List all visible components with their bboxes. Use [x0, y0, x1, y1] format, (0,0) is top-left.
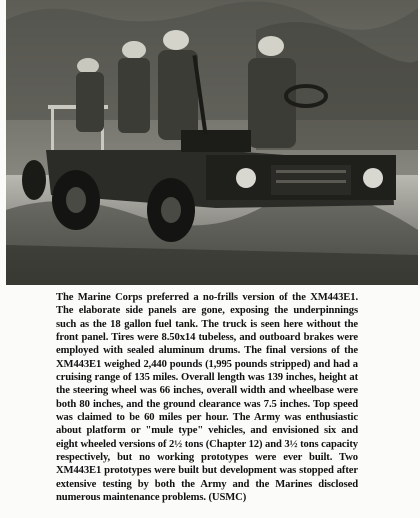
vehicle-photo	[6, 0, 418, 285]
photo-caption: The Marine Corps preferred a no-frills version of the XM443E1. The elaborate side panels are gone, exposing the underpinnings such as the 18 gallon fuel tank. The truck is seen here without the front panel. Tires were 8.50x14 tubeless, and outboard brakes were employed with sealed aluminum drums. The final versions of the XM443E1 weighed 2,440 pounds (1,995 pounds stripped) and had a cruising range of 135 miles. Overall length was 139 inches, height at the steering wheel was 66 inches, overall width and wheelbase were both 80 inches, and the ground clearance was 7.5 inches. Top speed was claimed to be 60 miles per hour. The Army was enthusiastic about platform or "mule type" vehicles, and envisioned six and eight wheeled versions of 2½ tons (Chapter 12) and 3½ tons capacity respectively, but no working prototypes were ever built. Two XM443E1 prototypes were built but development was stopped after extensive testing by both the Army and the Marines disclosed numerous maintenance problems. (USMC)	[56, 292, 358, 504]
